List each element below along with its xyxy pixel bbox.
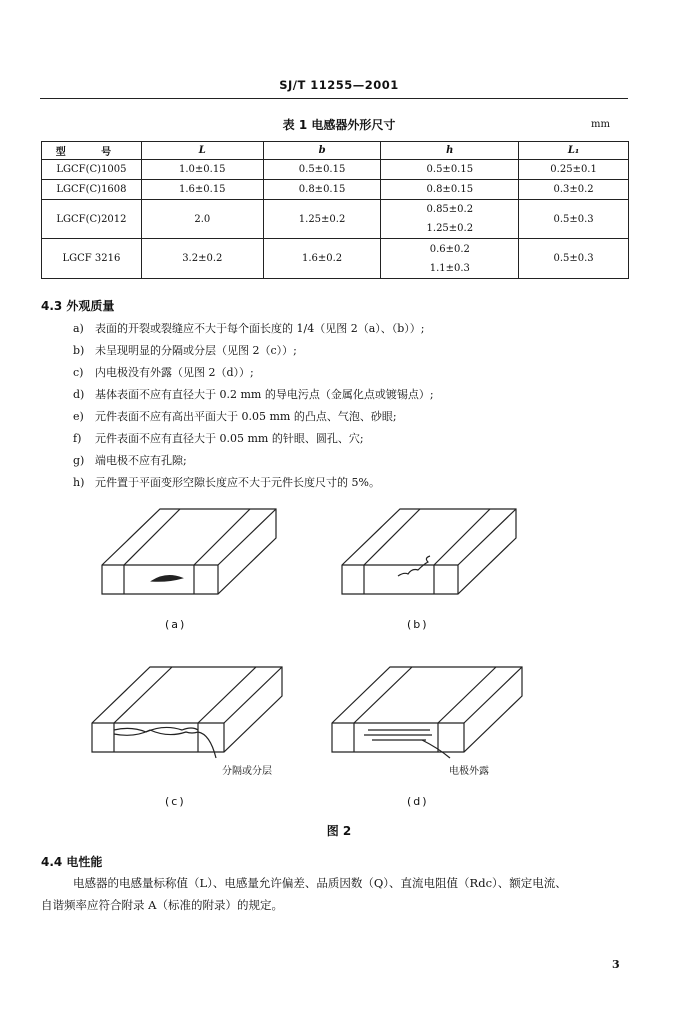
figure-d-label: (d) bbox=[407, 795, 429, 808]
cell-b: 0.5±0.15 bbox=[263, 160, 381, 180]
cell-model: LGCF(C)1005 bbox=[42, 160, 142, 180]
section-4-4-title: 4.4 电性能 bbox=[41, 855, 103, 869]
section-4-3-title: 4.3 外观质量 bbox=[41, 299, 115, 313]
cell-h bbox=[381, 239, 519, 279]
cell-model: LGCF(C)1608 bbox=[42, 180, 142, 200]
table-row bbox=[42, 239, 629, 279]
figure-d-electrode-exposure-drawing bbox=[326, 660, 526, 760]
cell-h-line: 1.25±0.2 bbox=[426, 223, 474, 234]
figure-c-delamination-drawing bbox=[86, 660, 286, 760]
header-L: L bbox=[141, 142, 263, 160]
cell-L1: 0.5±0.3 bbox=[519, 239, 629, 279]
item-text: 内电极没有外露（见图 2（d））; bbox=[95, 366, 254, 379]
item-text: 端电极不应有孔隙; bbox=[95, 454, 187, 467]
item-text: 元件表面不应有高出平面大于 0.05 mm 的凸点、气泡、砂眼; bbox=[95, 410, 397, 423]
figure-d-annotation: 电极外露 bbox=[449, 766, 489, 777]
figure-c-label: (c) bbox=[165, 795, 186, 808]
list-item bbox=[73, 474, 380, 490]
cell-b: 1.25±0.2 bbox=[263, 200, 381, 239]
figure-b-label: (b) bbox=[407, 618, 429, 631]
cell-b: 1.6±0.2 bbox=[263, 239, 381, 279]
item-text: 未呈现明显的分隔或分层（见图 2（c））; bbox=[95, 344, 297, 357]
table-row bbox=[42, 180, 629, 200]
cell-model: LGCF 3216 bbox=[42, 239, 142, 279]
cell-L1: 0.5±0.3 bbox=[519, 200, 629, 239]
item-label: h) bbox=[73, 476, 85, 489]
figure-c-annotation: 分隔或分层 bbox=[222, 766, 272, 777]
cell-h bbox=[381, 200, 519, 239]
dimension-table bbox=[41, 141, 629, 279]
item-text: 元件置于平面变形空隙长度应不大于元件长度尺寸的 5%。 bbox=[95, 476, 380, 489]
table-header-row bbox=[42, 142, 629, 160]
cell-model: LGCF(C)2012 bbox=[42, 200, 142, 239]
cell-h: 0.5±0.15 bbox=[381, 160, 519, 180]
figure-b-crack-drawing bbox=[336, 502, 526, 602]
header-rule bbox=[40, 98, 628, 99]
cell-h-line: 1.1±0.3 bbox=[429, 262, 470, 274]
table-row bbox=[42, 160, 629, 180]
header-model: 型 号 bbox=[42, 142, 142, 160]
item-label: d) bbox=[73, 388, 85, 401]
page-number: 3 bbox=[612, 958, 620, 971]
table-unit: mm bbox=[591, 119, 610, 130]
section-4-4-text-line2: 自谐频率应符合附录 A（标准的附录）的规定。 bbox=[41, 898, 283, 912]
cell-L: 1.6±0.15 bbox=[141, 180, 263, 200]
list-item bbox=[73, 342, 297, 358]
item-label: c) bbox=[73, 366, 84, 379]
item-text: 基体表面不应有直径大于 0.2 mm 的导电污点（金属化点或镀锡点）; bbox=[95, 388, 434, 401]
item-label: e) bbox=[73, 410, 84, 423]
list-item bbox=[73, 364, 254, 380]
list-item bbox=[73, 320, 425, 336]
cell-b: 0.8±0.15 bbox=[263, 180, 381, 200]
item-label: g) bbox=[73, 454, 85, 467]
cell-h-line: 0.6±0.2 bbox=[429, 243, 470, 255]
cell-h: 0.8±0.15 bbox=[381, 180, 519, 200]
cell-L1: 0.3±0.2 bbox=[519, 180, 629, 200]
list-item bbox=[73, 452, 187, 468]
table-caption: 表 1 电感器外形尺寸 bbox=[282, 118, 396, 132]
list-item bbox=[73, 408, 397, 424]
header-L1: L₁ bbox=[519, 142, 629, 160]
item-label: a) bbox=[73, 322, 84, 335]
cell-h-line: 0.85±0.2 bbox=[426, 204, 474, 215]
section-4-4-text-line1: 电感器的电感量标称值（L）、电感量允许偏差、品质因数（Q）、直流电阻值（Rdc）、额定电流、 bbox=[73, 876, 567, 890]
item-text: 元件表面不应有直径大于 0.05 mm 的针眼、圆孔、穴; bbox=[95, 432, 364, 445]
item-text: 表面的开裂或裂缝应不大于每个面长度的 1/4（见图 2（a）、（b））; bbox=[95, 322, 425, 335]
document-header: SJ/T 11255—2001 bbox=[279, 78, 399, 92]
header-h: h bbox=[381, 142, 519, 160]
item-label: b) bbox=[73, 344, 85, 357]
cell-L1: 0.25±0.1 bbox=[519, 160, 629, 180]
cell-L: 3.2±0.2 bbox=[141, 239, 263, 279]
header-b: b bbox=[263, 142, 381, 160]
cell-L: 2.0 bbox=[141, 200, 263, 239]
list-item bbox=[73, 386, 434, 402]
cell-L: 1.0±0.15 bbox=[141, 160, 263, 180]
figure-a-label: (a) bbox=[165, 618, 187, 631]
figure-a-crack-drawing bbox=[96, 502, 286, 602]
item-label: f) bbox=[73, 432, 82, 445]
list-item bbox=[73, 430, 364, 446]
table-row bbox=[42, 200, 629, 239]
figure-caption: 图 2 bbox=[326, 824, 352, 838]
